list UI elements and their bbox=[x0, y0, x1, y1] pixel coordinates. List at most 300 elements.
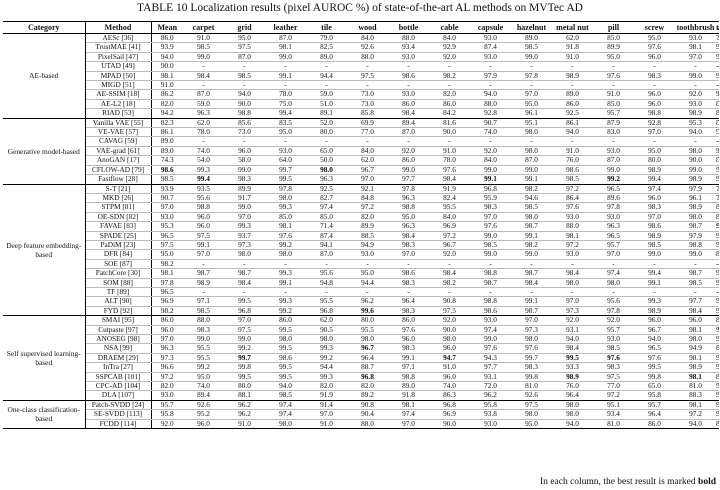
value-cell: - bbox=[675, 81, 716, 90]
value-cell: 96.6 bbox=[151, 363, 183, 372]
value-cell: 97.5 bbox=[224, 43, 265, 52]
value-cell: 97.4 bbox=[593, 269, 634, 278]
value-cell: 99.1 bbox=[511, 297, 552, 306]
value-cell: 98.7 bbox=[511, 269, 552, 278]
value-cell: 99.1 bbox=[265, 278, 306, 287]
value-cell: 90.0 bbox=[151, 62, 183, 71]
value-cell: 97.8 bbox=[151, 278, 183, 287]
value-cell: 99.3 bbox=[306, 344, 347, 353]
value-cell: - bbox=[429, 137, 470, 146]
value-cell: 78.0 bbox=[429, 156, 470, 165]
value-cell: 97.2 bbox=[429, 231, 470, 240]
value-cell: 96.0 bbox=[634, 316, 675, 325]
value-cell: 75.0 bbox=[265, 99, 306, 108]
value-cell: 96.0 bbox=[634, 52, 675, 61]
value-cell: 93.0 bbox=[470, 316, 511, 325]
value-cell: - bbox=[265, 287, 306, 296]
table-row bbox=[3, 353, 719, 362]
value-cell: 98.5 bbox=[470, 240, 511, 249]
value-cell: 99.2 bbox=[183, 363, 224, 372]
value-cell: 98.8 bbox=[675, 240, 716, 249]
value-cell: 97.3 bbox=[224, 240, 265, 249]
value-cell: 97.5 bbox=[593, 372, 634, 381]
value-cell: 98.4 bbox=[511, 278, 552, 287]
value-cell: 99.5 bbox=[265, 175, 306, 184]
value-cell: 73.0 bbox=[347, 99, 388, 108]
value-cell: 93.0 bbox=[470, 34, 511, 43]
value-cell: 97.0 bbox=[675, 52, 716, 61]
value-cell: 90.0 bbox=[429, 325, 470, 334]
column-header: cable bbox=[429, 22, 470, 34]
value-cell: 96.4 bbox=[347, 353, 388, 362]
value-cell: 96.3 bbox=[151, 344, 183, 353]
value-cell: 98.7 bbox=[183, 269, 224, 278]
method-cell: FCDD [114] bbox=[85, 419, 151, 428]
table-row bbox=[3, 222, 719, 231]
value-cell: 95.3 bbox=[675, 118, 716, 127]
table-row bbox=[3, 71, 719, 80]
value-cell: 96.7 bbox=[347, 344, 388, 353]
value-cell: 98.7 bbox=[675, 222, 716, 231]
value-cell: 95.2 bbox=[183, 410, 224, 419]
value-cell: 93.0 bbox=[593, 146, 634, 155]
value-cell: 98.8 bbox=[388, 203, 429, 212]
value-cell: 99.7 bbox=[511, 353, 552, 362]
value-cell: 84.0 bbox=[347, 146, 388, 155]
value-cell: 95.8 bbox=[634, 391, 675, 400]
value-cell: 98.1 bbox=[388, 400, 429, 409]
value-cell: - bbox=[265, 81, 306, 90]
value-cell: 86.0 bbox=[265, 316, 306, 325]
value-cell: 51.0 bbox=[306, 99, 347, 108]
value-cell: - bbox=[634, 62, 675, 71]
value-cell bbox=[718, 419, 720, 428]
value-cell: 91.0 bbox=[552, 146, 593, 155]
value-cell: - bbox=[634, 137, 675, 146]
method-cell: MPAD [50] bbox=[85, 71, 151, 80]
value-cell: 54.0 bbox=[183, 156, 224, 165]
value-cell bbox=[718, 128, 720, 137]
method-cell: ALT [90] bbox=[85, 297, 151, 306]
value-cell: 97.6 bbox=[388, 325, 429, 334]
method-cell: UTAD [49] bbox=[85, 62, 151, 71]
value-cell: 99.0 bbox=[265, 52, 306, 61]
value-cell: 93.0 bbox=[265, 146, 306, 155]
value-cell: 90.0 bbox=[675, 156, 716, 165]
value-cell: 94.0 bbox=[151, 52, 183, 61]
value-cell: 91.0 bbox=[593, 90, 634, 99]
value-cell: 82.3 bbox=[151, 118, 183, 127]
value-cell bbox=[718, 90, 720, 99]
value-cell: 99.2 bbox=[593, 175, 634, 184]
value-cell: 86.1 bbox=[151, 128, 183, 137]
value-cell: 99.2 bbox=[265, 240, 306, 249]
value-cell: 94.7 bbox=[429, 353, 470, 362]
value-cell: 96.5 bbox=[151, 287, 183, 296]
value-cell bbox=[718, 391, 720, 400]
method-cell: SPADE [25] bbox=[85, 231, 151, 240]
value-cell: 87.4 bbox=[470, 43, 511, 52]
table-row bbox=[3, 99, 719, 108]
value-cell: 97.2 bbox=[151, 372, 183, 381]
value-cell: - bbox=[183, 137, 224, 146]
value-cell: 98.0 bbox=[552, 400, 593, 409]
value-cell: 84.0 bbox=[429, 212, 470, 221]
value-cell: 87.0 bbox=[511, 156, 552, 165]
table-row bbox=[3, 231, 719, 240]
value-cell: 98.4 bbox=[552, 269, 593, 278]
value-cell: 62.0 bbox=[183, 118, 224, 127]
value-cell: - bbox=[224, 81, 265, 90]
value-cell bbox=[718, 325, 720, 334]
value-cell: 97.6 bbox=[552, 203, 593, 212]
value-cell: 98.2 bbox=[429, 71, 470, 80]
value-cell: 97.0 bbox=[552, 297, 593, 306]
value-cell: 96.0 bbox=[151, 325, 183, 334]
method-cell: FAVAE [83] bbox=[85, 222, 151, 231]
value-cell: 97.6 bbox=[470, 344, 511, 353]
value-cell: 98.5 bbox=[183, 43, 224, 52]
method-cell: S-T [21] bbox=[85, 184, 151, 193]
value-cell: 96.1 bbox=[511, 109, 552, 118]
value-cell: - bbox=[675, 287, 716, 296]
value-cell bbox=[718, 203, 720, 212]
value-cell: 99.0 bbox=[183, 335, 224, 344]
value-cell: 99.0 bbox=[470, 165, 511, 174]
value-cell: 97.6 bbox=[593, 353, 634, 362]
value-cell: 62.0 bbox=[347, 156, 388, 165]
value-cell: 92.0 bbox=[429, 250, 470, 259]
value-cell: 97.3 bbox=[151, 353, 183, 362]
value-cell: 96.8 bbox=[224, 306, 265, 315]
value-cell: 80.0 bbox=[306, 128, 347, 137]
value-cell: 84.0 bbox=[347, 34, 388, 43]
value-cell: 98.7 bbox=[675, 269, 716, 278]
value-cell: 96.0 bbox=[429, 344, 470, 353]
value-cell: 85.0 bbox=[593, 99, 634, 108]
value-cell: 92.6 bbox=[511, 391, 552, 400]
value-cell: 99.3 bbox=[183, 165, 224, 174]
value-cell: 97.6 bbox=[429, 165, 470, 174]
value-cell: 97.0 bbox=[224, 316, 265, 325]
table-row bbox=[3, 259, 719, 268]
value-cell: 93.0 bbox=[388, 90, 429, 99]
value-cell: 95.0 bbox=[634, 34, 675, 43]
value-cell: - bbox=[265, 137, 306, 146]
value-cell: - bbox=[470, 62, 511, 71]
value-cell: 91.0 bbox=[306, 419, 347, 428]
method-cell: VE-VAE [57] bbox=[85, 128, 151, 137]
value-cell: 97.4 bbox=[470, 325, 511, 334]
value-cell: 92.0 bbox=[151, 419, 183, 428]
value-cell: 71.4 bbox=[306, 222, 347, 231]
value-cell: 89.1 bbox=[306, 109, 347, 118]
value-cell: 97.6 bbox=[470, 222, 511, 231]
value-cell: 86.0 bbox=[151, 34, 183, 43]
method-cell: SMAI [95] bbox=[85, 316, 151, 325]
value-cell: 96.3 bbox=[306, 175, 347, 184]
value-cell: 82.5 bbox=[306, 43, 347, 52]
value-cell: 82.4 bbox=[429, 193, 470, 202]
value-cell: - bbox=[429, 62, 470, 71]
value-cell: 98.1 bbox=[552, 231, 593, 240]
value-cell bbox=[718, 184, 720, 193]
table-row bbox=[3, 128, 719, 137]
value-cell: 64.0 bbox=[265, 156, 306, 165]
category-cell: AE-based bbox=[3, 34, 85, 119]
value-cell: 91.8 bbox=[552, 43, 593, 52]
method-cell: TF [89] bbox=[85, 287, 151, 296]
value-cell: 99.8 bbox=[634, 372, 675, 381]
value-cell: 98.0 bbox=[593, 278, 634, 287]
value-cell: 89.9 bbox=[347, 222, 388, 231]
value-cell: 97.2 bbox=[347, 203, 388, 212]
value-cell: 96.0 bbox=[183, 222, 224, 231]
value-cell: 73.0 bbox=[224, 128, 265, 137]
method-cell: SOE [87] bbox=[85, 259, 151, 268]
value-cell: 94.0 bbox=[552, 335, 593, 344]
value-cell: 97.1 bbox=[183, 297, 224, 306]
value-cell: 95.0 bbox=[265, 128, 306, 137]
value-cell: 98.9 bbox=[675, 203, 716, 212]
table-row bbox=[3, 250, 719, 259]
value-cell: 98.5 bbox=[511, 43, 552, 52]
value-cell bbox=[718, 240, 720, 249]
value-cell bbox=[718, 231, 720, 240]
value-cell: 59.0 bbox=[306, 90, 347, 99]
value-cell: 96.9 bbox=[429, 222, 470, 231]
value-cell: - bbox=[347, 137, 388, 146]
value-cell: 99.4 bbox=[634, 269, 675, 278]
value-cell: 93.1 bbox=[552, 325, 593, 334]
value-cell: 98.0 bbox=[265, 193, 306, 202]
value-cell: 90.0 bbox=[429, 419, 470, 428]
value-cell: 98.6 bbox=[470, 306, 511, 315]
value-cell: 98.0 bbox=[675, 212, 716, 221]
value-cell: 83.0 bbox=[593, 128, 634, 137]
value-cell: 93.0 bbox=[552, 212, 593, 221]
value-cell bbox=[718, 212, 720, 221]
value-cell: 98.5 bbox=[265, 391, 306, 400]
value-cell: 88.5 bbox=[347, 231, 388, 240]
value-cell: 88.0 bbox=[183, 316, 224, 325]
value-cell: 91.7 bbox=[224, 193, 265, 202]
value-cell: 96.0 bbox=[224, 146, 265, 155]
value-cell: 98.0 bbox=[511, 335, 552, 344]
value-cell: 94.0 bbox=[470, 90, 511, 99]
value-cell: 98.2 bbox=[511, 240, 552, 249]
column-header: grid bbox=[224, 22, 265, 34]
value-cell: 99.0 bbox=[511, 52, 552, 61]
value-cell: 97.2 bbox=[675, 410, 716, 419]
value-cell: 98.0 bbox=[511, 410, 552, 419]
value-cell: 91.0 bbox=[429, 363, 470, 372]
value-cell: 83.5 bbox=[265, 118, 306, 127]
value-cell: 99.1 bbox=[265, 71, 306, 80]
value-cell: 98.0 bbox=[675, 335, 716, 344]
value-cell: 98.3 bbox=[634, 71, 675, 80]
value-cell: 92.6 bbox=[347, 43, 388, 52]
value-cell: 99.4 bbox=[265, 109, 306, 118]
method-cell: ANOSEG [98] bbox=[85, 335, 151, 344]
column-header: leather bbox=[265, 22, 306, 34]
value-cell: 89.0 bbox=[511, 34, 552, 43]
value-cell bbox=[718, 118, 720, 127]
value-cell: - bbox=[306, 259, 347, 268]
value-cell: 97.8 bbox=[388, 184, 429, 193]
method-cell: Fastflow [28] bbox=[85, 175, 151, 184]
column-header: hazelnut bbox=[511, 22, 552, 34]
value-cell: 97.0 bbox=[511, 316, 552, 325]
table-row bbox=[3, 278, 719, 287]
value-cell: 99.1 bbox=[511, 175, 552, 184]
value-cell: 52.0 bbox=[306, 118, 347, 127]
value-cell: 98.2 bbox=[151, 306, 183, 315]
value-cell: 95.7 bbox=[593, 325, 634, 334]
table-row bbox=[3, 137, 719, 146]
value-cell: 98.0 bbox=[306, 165, 347, 174]
value-cell: 87.0 bbox=[265, 34, 306, 43]
value-cell: 86.0 bbox=[151, 316, 183, 325]
value-cell: 94.8 bbox=[306, 278, 347, 287]
value-cell bbox=[718, 146, 720, 155]
value-cell: 98.2 bbox=[429, 278, 470, 287]
value-cell: 94.4 bbox=[306, 363, 347, 372]
method-cell: Patch-SVDD [24] bbox=[85, 400, 151, 409]
method-cell: MIGD [51] bbox=[85, 81, 151, 90]
value-cell: 98.8 bbox=[470, 297, 511, 306]
value-cell: 97.8 bbox=[511, 71, 552, 80]
column-header: toothbrush bbox=[676, 23, 715, 32]
value-cell: 99.6 bbox=[347, 306, 388, 315]
value-cell: 80.0 bbox=[224, 382, 265, 391]
value-cell: 86.0 bbox=[388, 99, 429, 108]
value-cell: 89.9 bbox=[224, 184, 265, 193]
value-cell: 99.4 bbox=[183, 175, 224, 184]
value-cell: 95.0 bbox=[634, 146, 675, 155]
value-cell: 97.0 bbox=[388, 250, 429, 259]
method-cell: AE-L2 [18] bbox=[85, 99, 151, 108]
value-cell: 80.0 bbox=[347, 316, 388, 325]
table-title: TABLE 10 Localization results (pixel AUROC %) of state-of-the-art AL methods on MVTec AD bbox=[137, 2, 583, 14]
method-cell: SSPCAB [101] bbox=[85, 372, 151, 381]
value-cell: 96.5 bbox=[151, 231, 183, 240]
method-cell: TrustMAE [41] bbox=[85, 43, 151, 52]
value-cell: 89.4 bbox=[183, 391, 224, 400]
value-cell: 93.9 bbox=[151, 184, 183, 193]
value-cell: 97.0 bbox=[347, 175, 388, 184]
value-cell: 93.4 bbox=[388, 43, 429, 52]
value-cell: 87.0 bbox=[306, 250, 347, 259]
value-cell: 95.0 bbox=[593, 52, 634, 61]
table-row bbox=[3, 34, 719, 43]
value-cell: 97.0 bbox=[306, 410, 347, 419]
column-header: wood bbox=[347, 22, 388, 34]
column-header: Method bbox=[85, 22, 151, 34]
value-cell: - bbox=[388, 62, 429, 71]
value-cell: 90.0 bbox=[224, 99, 265, 108]
method-cell: SOM [88] bbox=[85, 278, 151, 287]
value-cell: 91.0 bbox=[183, 34, 224, 43]
value-cell: 93.5 bbox=[183, 184, 224, 193]
value-cell: 92.8 bbox=[470, 109, 511, 118]
method-cell: Cutpaste [97] bbox=[85, 325, 151, 334]
value-cell: 65.0 bbox=[634, 382, 675, 391]
value-cell: - bbox=[224, 137, 265, 146]
value-cell: - bbox=[429, 287, 470, 296]
value-cell: - bbox=[593, 287, 634, 296]
value-cell: 99.2 bbox=[306, 353, 347, 362]
value-cell bbox=[718, 250, 720, 259]
value-cell: 95.8 bbox=[151, 410, 183, 419]
value-cell bbox=[718, 81, 720, 90]
value-cell: 99.0 bbox=[470, 231, 511, 240]
value-cell: 62.0 bbox=[552, 34, 593, 43]
value-cell: 91.0 bbox=[151, 81, 183, 90]
value-cell: 92.5 bbox=[552, 109, 593, 118]
value-cell: 97.0 bbox=[511, 90, 552, 99]
value-cell: - bbox=[347, 287, 388, 296]
category-cell: Deep feature embedding-based bbox=[3, 184, 85, 316]
value-cell: 93.0 bbox=[593, 212, 634, 221]
value-cell: 93.0 bbox=[675, 99, 716, 108]
value-cell: 93.0 bbox=[552, 250, 593, 259]
value-cell: 94.9 bbox=[675, 344, 716, 353]
value-cell: 98.1 bbox=[675, 353, 716, 362]
method-cell: RIAD [53] bbox=[85, 109, 151, 118]
value-cell bbox=[718, 400, 720, 409]
value-cell: 88.3 bbox=[675, 391, 716, 400]
value-cell: 89.0 bbox=[151, 146, 183, 155]
value-cell: - bbox=[511, 137, 552, 146]
table-row bbox=[3, 156, 719, 165]
value-cell: 96.7 bbox=[634, 325, 675, 334]
value-cell: 96.5 bbox=[634, 344, 675, 353]
value-cell: 93.0 bbox=[593, 335, 634, 344]
method-cell: CPC-AD [104] bbox=[85, 382, 151, 391]
value-cell: 98.4 bbox=[388, 231, 429, 240]
value-cell: 99.0 bbox=[388, 165, 429, 174]
value-cell: - bbox=[675, 62, 716, 71]
value-cell: - bbox=[552, 259, 593, 268]
value-cell: 85.0 bbox=[306, 212, 347, 221]
value-cell: - bbox=[429, 259, 470, 268]
table-row bbox=[3, 325, 719, 334]
value-cell: 90.7 bbox=[470, 118, 511, 127]
column-header: Category bbox=[3, 22, 85, 34]
value-cell: - bbox=[593, 62, 634, 71]
value-cell: 88.0 bbox=[470, 99, 511, 108]
value-cell: - bbox=[511, 81, 552, 90]
value-cell: 99.5 bbox=[265, 325, 306, 334]
value-cell: 97.4 bbox=[306, 203, 347, 212]
value-cell: 94.0 bbox=[265, 382, 306, 391]
value-cell: - bbox=[224, 259, 265, 268]
value-cell: - bbox=[511, 62, 552, 71]
method-cell: STPM [81] bbox=[85, 203, 151, 212]
method-cell: OE-SDN [82] bbox=[85, 212, 151, 221]
value-cell: 99.0 bbox=[224, 165, 265, 174]
value-cell bbox=[718, 109, 720, 118]
value-cell: 95.9 bbox=[470, 193, 511, 202]
value-cell: 90.0 bbox=[429, 128, 470, 137]
method-cell: VAE-grad [61] bbox=[85, 146, 151, 155]
value-cell: 98.2 bbox=[151, 259, 183, 268]
value-cell: 96.9 bbox=[429, 410, 470, 419]
value-cell: 84.0 bbox=[429, 34, 470, 43]
value-cell: 99.3 bbox=[265, 269, 306, 278]
value-cell: 94.0 bbox=[552, 419, 593, 428]
